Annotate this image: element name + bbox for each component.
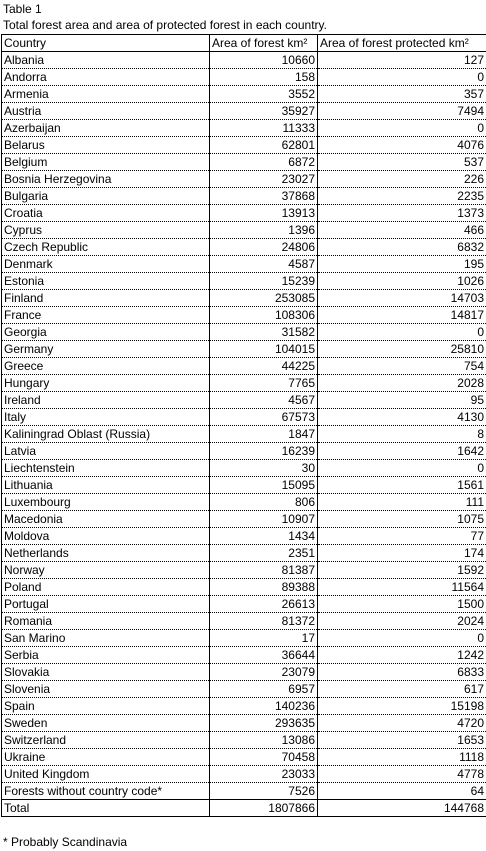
country-cell: Ireland [2,392,210,409]
country-cell: Slovenia [2,681,210,698]
forest-area-cell: 23079 [210,664,318,681]
footnote: * Probably Scandinavia [3,835,128,849]
forest-area-cell: 16239 [210,443,318,460]
protected-area-cell: 77 [318,528,486,545]
country-cell: Romania [2,613,210,630]
country-cell: Bulgaria [2,188,210,205]
table-row [2,341,486,358]
protected-area-cell: 466 [318,222,486,239]
table-row [2,579,486,596]
country-cell: Finland [2,290,210,307]
forest-area-cell: 1396 [210,222,318,239]
table-row [2,460,486,477]
protected-area-cell: 14703 [318,290,486,307]
header-forest-area: Area of forest km² [210,35,318,52]
table-row [2,494,486,511]
forest-area-cell: 23027 [210,171,318,188]
forest-area-cell: 81387 [210,562,318,579]
forest-area-cell: 7765 [210,375,318,392]
country-cell: Estonia [2,273,210,290]
protected-area-cell: 2024 [318,613,486,630]
protected-area-cell: 0 [318,120,486,137]
country-cell: Croatia [2,205,210,222]
table-description: Total forest area and area of protected forest in each country. [3,18,327,32]
protected-area-cell: 14817 [318,307,486,324]
country-cell: Slovakia [2,664,210,681]
country-cell: Belarus [2,137,210,154]
protected-area-cell: 195 [318,256,486,273]
country-cell: San Marino [2,630,210,647]
forest-area-cell: 15239 [210,273,318,290]
table-label: Table 1 [3,2,42,16]
table-row [2,647,486,664]
forest-area-cell: 4587 [210,256,318,273]
table-row [2,222,486,239]
table-row [2,103,486,120]
header-row [2,35,486,52]
country-cell: Hungary [2,375,210,392]
table-row [2,52,486,69]
forest-area-cell: 81372 [210,613,318,630]
country-cell: Belgium [2,154,210,171]
table-row [2,528,486,545]
forest-area-cell: 24806 [210,239,318,256]
table-row [2,664,486,681]
forest-area-cell: 7526 [210,783,318,800]
country-cell: Bosnia Herzegovina [2,171,210,188]
protected-area-cell: 4076 [318,137,486,154]
protected-area-cell: 754 [318,358,486,375]
country-cell: Greece [2,358,210,375]
country-cell: Andorra [2,69,210,86]
country-cell: Czech Republic [2,239,210,256]
table-row [2,392,486,409]
country-cell: Netherlands [2,545,210,562]
country-cell: Germany [2,341,210,358]
table-body [2,52,486,817]
forest-area-cell: 6872 [210,154,318,171]
protected-area-cell: 1242 [318,647,486,664]
forest-area-cell: 13086 [210,732,318,749]
table-row [2,562,486,579]
table-row [2,732,486,749]
table-row [2,120,486,137]
table-row [2,511,486,528]
protected-area-cell: 2235 [318,188,486,205]
forest-area-cell: 10660 [210,52,318,69]
forest-area-cell: 26613 [210,596,318,613]
forest-area-cell: 67573 [210,409,318,426]
protected-area-cell: 2028 [318,375,486,392]
protected-area-cell: 95 [318,392,486,409]
country-cell: Latvia [2,443,210,460]
table-row [2,596,486,613]
protected-area-cell: 6833 [318,664,486,681]
forest-area-cell: 11333 [210,120,318,137]
protected-area-cell: 25810 [318,341,486,358]
protected-area-cell: 0 [318,460,486,477]
table-row [2,443,486,460]
table-row [2,86,486,103]
header-country: Country [2,35,210,52]
country-cell: Macedonia [2,511,210,528]
table-row [2,783,486,800]
forest-area-cell: 6957 [210,681,318,698]
protected-area-cell: 4720 [318,715,486,732]
table-row [2,171,486,188]
country-cell: Azerbaijan [2,120,210,137]
protected-area-cell: 0 [318,630,486,647]
country-cell: Poland [2,579,210,596]
protected-area-cell: 1500 [318,596,486,613]
table-row [2,477,486,494]
forest-area-cell: 158 [210,69,318,86]
table-row [2,681,486,698]
protected-area-cell: 1026 [318,273,486,290]
forest-area-cell: 1847 [210,426,318,443]
total-row [2,800,486,817]
table-row [2,613,486,630]
country-cell: Moldova [2,528,210,545]
forest-area-cell: 44225 [210,358,318,375]
forest-area-cell: 806 [210,494,318,511]
forest-area-cell: 23033 [210,766,318,783]
table-row [2,69,486,86]
country-cell: Forests without country code* [2,783,210,800]
protected-area-cell: 174 [318,545,486,562]
total-label: Total [2,800,210,817]
forest-area-table [1,34,486,817]
header-protected-area: Area of forest protected km² [318,35,486,52]
forest-area-cell: 108306 [210,307,318,324]
forest-area-cell: 30 [210,460,318,477]
table-row [2,426,486,443]
protected-area-cell: 111 [318,494,486,511]
protected-area-cell: 226 [318,171,486,188]
forest-area-cell: 15095 [210,477,318,494]
table-row [2,715,486,732]
country-cell: Ukraine [2,749,210,766]
protected-area-cell: 1373 [318,205,486,222]
table-row [2,545,486,562]
forest-area-cell: 4567 [210,392,318,409]
table-row [2,205,486,222]
table-row [2,273,486,290]
protected-area-cell: 4778 [318,766,486,783]
country-cell: Albania [2,52,210,69]
country-cell: Liechtenstein [2,460,210,477]
protected-area-cell: 537 [318,154,486,171]
protected-area-cell: 4130 [318,409,486,426]
protected-area-cell: 11564 [318,579,486,596]
country-cell: Austria [2,103,210,120]
table-row [2,324,486,341]
forest-area-cell: 37868 [210,188,318,205]
country-cell: Cyprus [2,222,210,239]
forest-area-cell: 2351 [210,545,318,562]
table-row [2,137,486,154]
table-row [2,307,486,324]
table-row [2,256,486,273]
forest-area-cell: 70458 [210,749,318,766]
country-cell: Portugal [2,596,210,613]
forest-area-cell: 89388 [210,579,318,596]
table-row [2,698,486,715]
forest-area-cell: 13913 [210,205,318,222]
table-row [2,154,486,171]
protected-area-cell: 1653 [318,732,486,749]
country-cell: Spain [2,698,210,715]
forest-area-cell: 104015 [210,341,318,358]
country-cell: Serbia [2,647,210,664]
table-row [2,409,486,426]
table-row [2,749,486,766]
table-row [2,188,486,205]
forest-area-cell: 10907 [210,511,318,528]
country-cell: Georgia [2,324,210,341]
protected-area-cell: 8 [318,426,486,443]
forest-area-cell: 36644 [210,647,318,664]
country-cell: Norway [2,562,210,579]
protected-area-cell: 127 [318,52,486,69]
protected-area-cell: 617 [318,681,486,698]
table-row [2,766,486,783]
table-row [2,630,486,647]
forest-area-cell: 1434 [210,528,318,545]
protected-area-cell: 1592 [318,562,486,579]
protected-area-cell: 7494 [318,103,486,120]
forest-area-cell: 62801 [210,137,318,154]
country-cell: Luxembourg [2,494,210,511]
table-row [2,375,486,392]
forest-area-cell: 140236 [210,698,318,715]
protected-area-cell: 6832 [318,239,486,256]
country-cell: Lithuania [2,477,210,494]
protected-area-cell: 64 [318,783,486,800]
protected-area-cell: 1075 [318,511,486,528]
forest-area-cell: 31582 [210,324,318,341]
forest-area-cell: 253085 [210,290,318,307]
country-cell: France [2,307,210,324]
forest-area-cell: 17 [210,630,318,647]
table-row [2,358,486,375]
forest-area-cell: 35927 [210,103,318,120]
country-cell: United Kingdom [2,766,210,783]
country-cell: Denmark [2,256,210,273]
forest-area-cell: 3552 [210,86,318,103]
protected-area-cell: 1561 [318,477,486,494]
protected-area-cell: 1642 [318,443,486,460]
country-cell: Switzerland [2,732,210,749]
protected-area-cell: 357 [318,86,486,103]
country-cell: Kaliningrad Oblast (Russia) [2,426,210,443]
table-row [2,239,486,256]
protected-area-cell: 0 [318,69,486,86]
total-forest-area: 1807866 [210,800,318,817]
total-protected-area: 144768 [318,800,486,817]
country-cell: Sweden [2,715,210,732]
protected-area-cell: 1118 [318,749,486,766]
protected-area-cell: 0 [318,324,486,341]
table-row [2,290,486,307]
country-cell: Italy [2,409,210,426]
protected-area-cell: 15198 [318,698,486,715]
forest-area-cell: 293635 [210,715,318,732]
country-cell: Armenia [2,86,210,103]
